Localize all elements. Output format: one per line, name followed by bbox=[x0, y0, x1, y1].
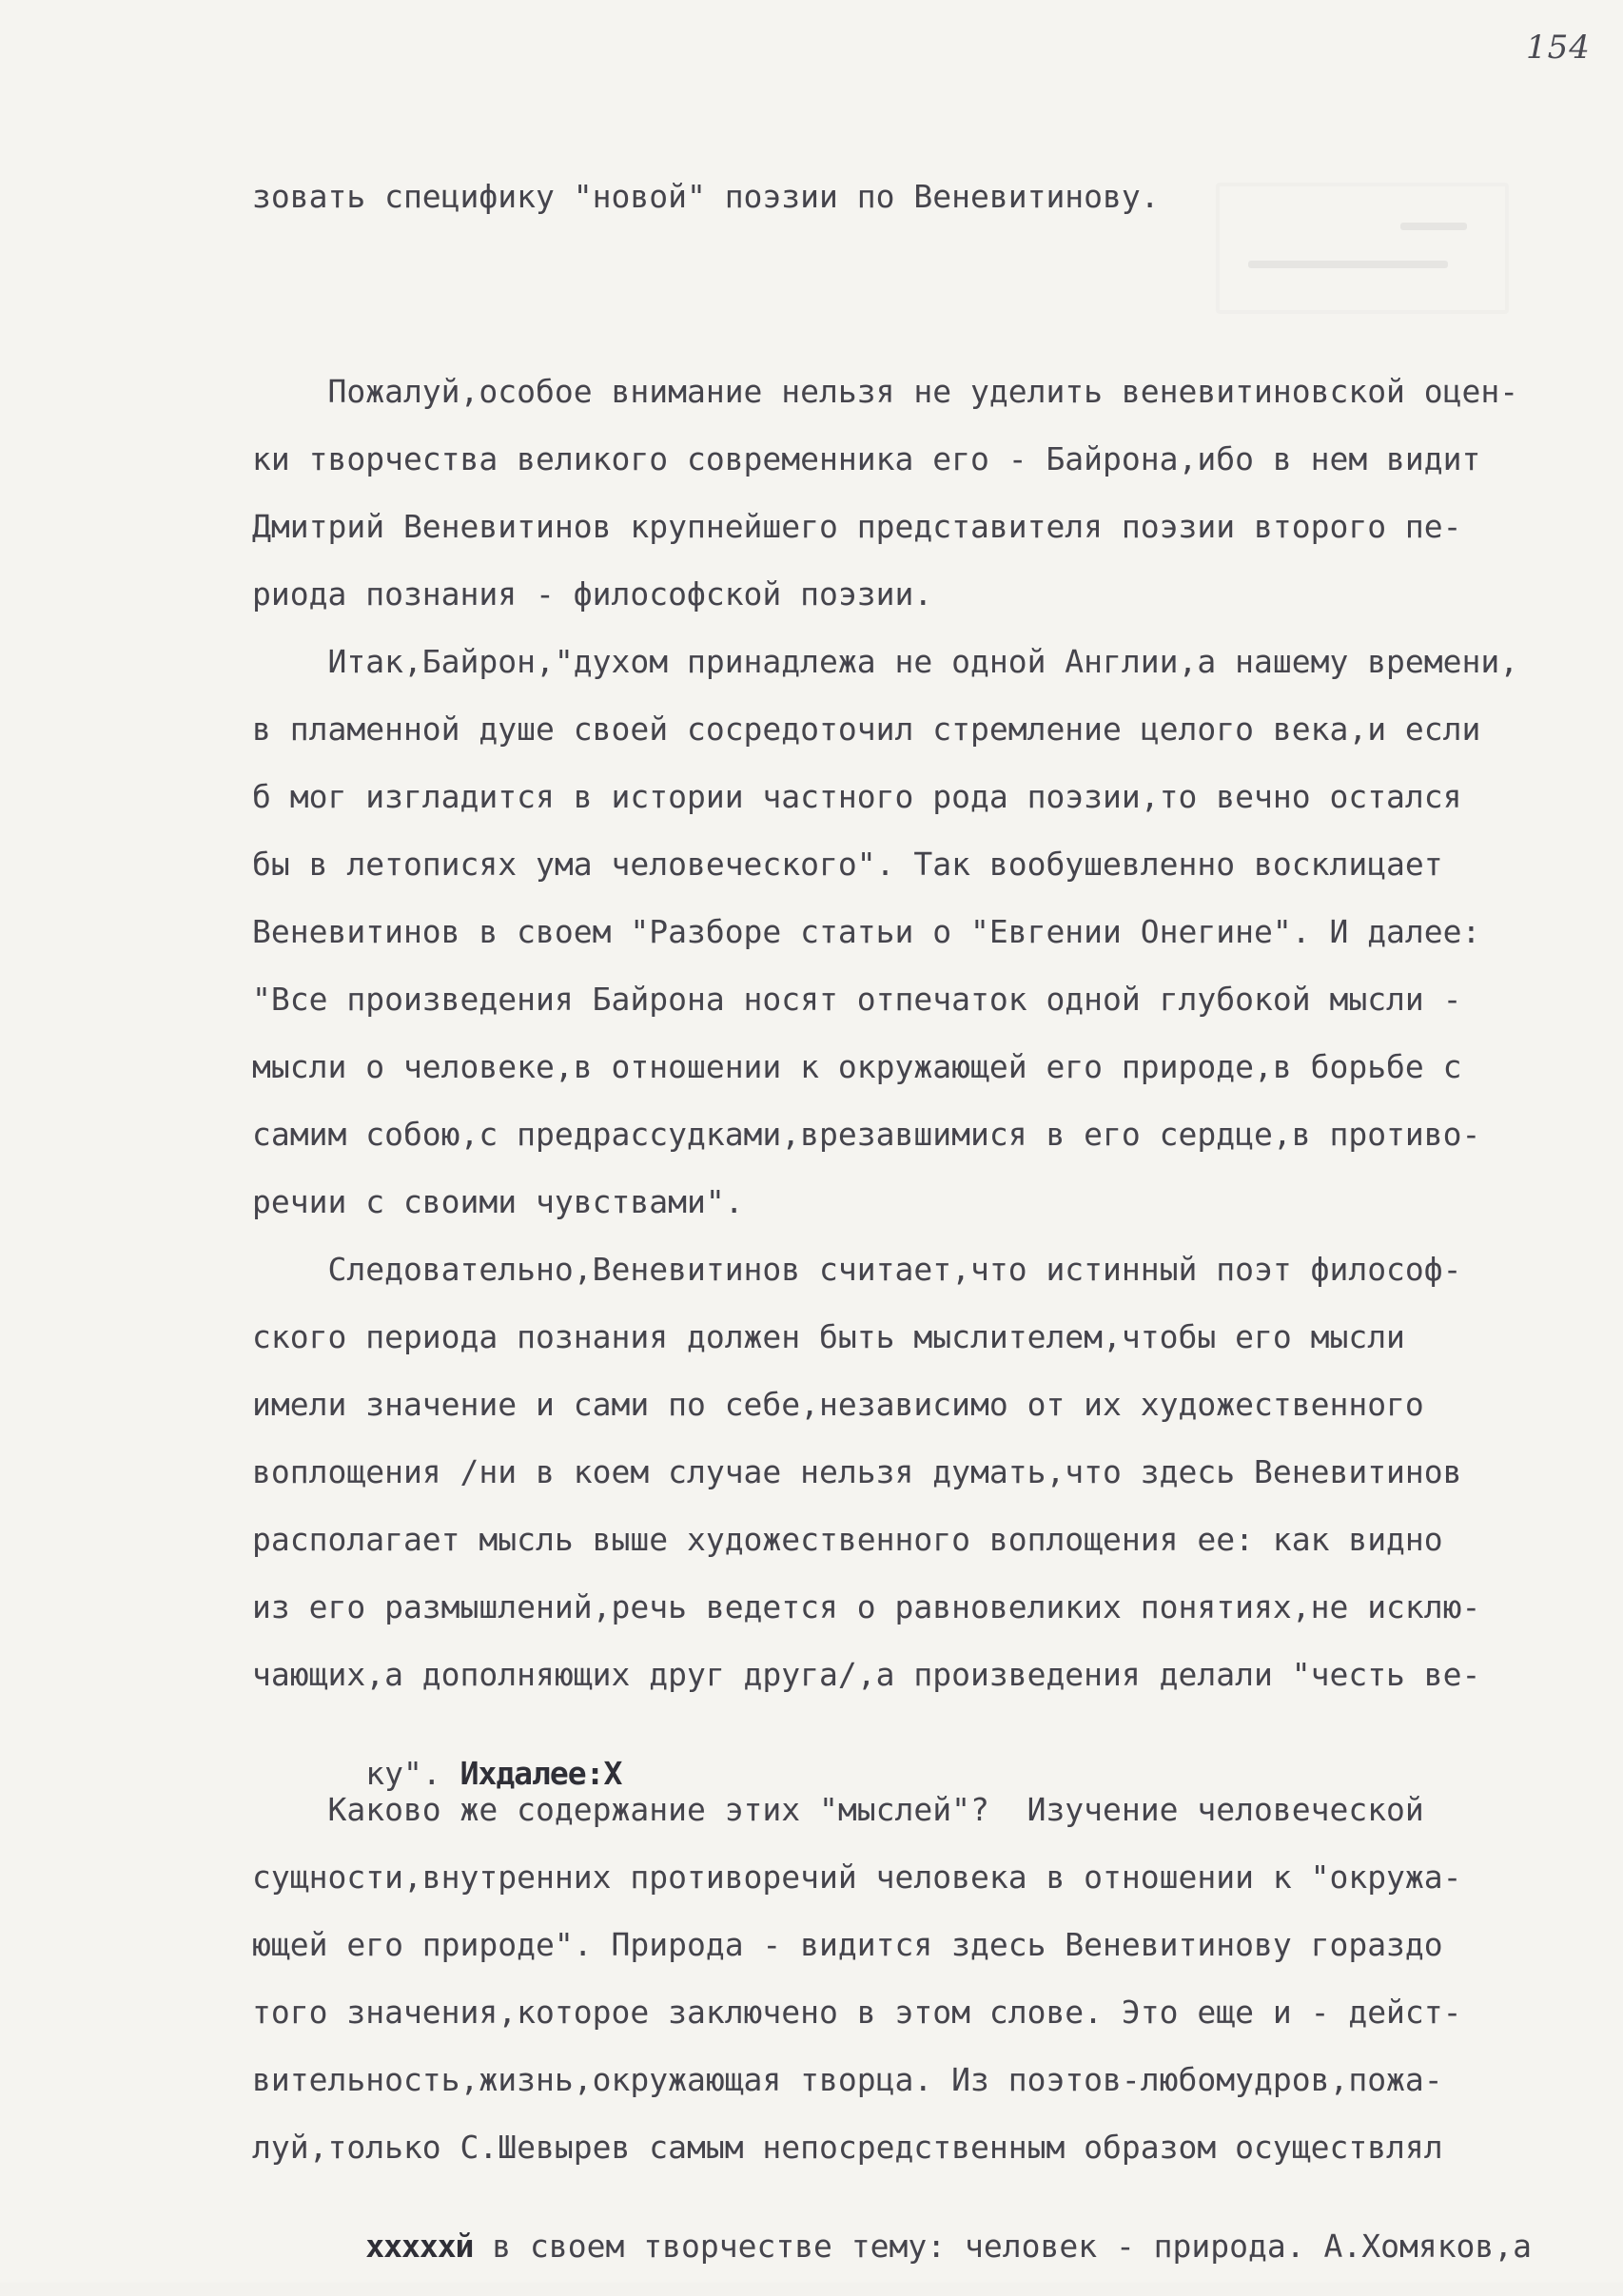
page-number: 154 bbox=[1526, 29, 1591, 67]
text-line-end: в своем творчестве тему: человек - природа. А.Хомяков,а bbox=[473, 2228, 1533, 2265]
text-line: того значения,которое заключено в этом слове. Это еще и - дейст- bbox=[252, 1994, 1462, 2031]
text-line: сущности,внутренних противоречий человека в отношении к "окружа- bbox=[252, 1858, 1462, 1896]
text-line: зовать специфику "новой" поэзии по Веневитинову. bbox=[252, 178, 1160, 215]
text-line: Веневитинов в своем "Разборе статьи о "Евгении Онегине". И далее: bbox=[252, 913, 1481, 950]
text-line bbox=[252, 1726, 622, 1792]
stamp-line bbox=[1248, 261, 1448, 268]
struck-out-text: Ихдалее:Х bbox=[460, 1755, 622, 1792]
text-line bbox=[252, 2199, 1533, 2265]
text-line: располагает мысль выше художественного воплощения ее: как видно bbox=[252, 1521, 1443, 1558]
text-line: имели значение и сами по себе,независимо от их художественного bbox=[252, 1386, 1424, 1423]
text-line: воплощения /ни в коем случае нельзя думать,что здесь Веневитинов bbox=[252, 1453, 1462, 1490]
text-line: ского периода познания должен быть мыслителем,чтобы его мысли bbox=[252, 1318, 1405, 1355]
archive-stamp bbox=[1216, 183, 1509, 314]
text-line: ки творчества великого современника его - Байрона,ибо в нем видит bbox=[252, 440, 1481, 477]
text-line: мысли о человеке,в отношении к окружающей его природе,в борьбе с bbox=[252, 1048, 1462, 1085]
text-line: речии с своими чувствами". bbox=[252, 1183, 744, 1220]
text-line: б мог изгладится в истории частного рода поэзии,то вечно остался bbox=[252, 778, 1462, 815]
struck-out-text: хххххй bbox=[365, 2228, 474, 2265]
text-line: "Все произведения Байрона носят отпечаток одной глубокой мысли - bbox=[252, 981, 1462, 1018]
text-line: Итак,Байрон,"духом принадлежа не одной Англии,а нашему времени, bbox=[252, 643, 1519, 680]
stamp-line bbox=[1400, 223, 1467, 230]
text-line: Дмитрий Веневитинов крупнейшего представителя поэзии второго пе- bbox=[252, 508, 1462, 545]
text-line: из его размышлений,речь ведется о равновеликих понятиях,не исклю- bbox=[252, 1588, 1481, 1625]
text-line-start: ку". bbox=[365, 1755, 441, 1792]
text-line: вительность,жизнь,окружающая творца. Из поэтов-любомудров,пожа- bbox=[252, 2061, 1443, 2098]
text-line: Следовательно,Веневитинов считает,что истинный поэт философ- bbox=[252, 1251, 1462, 1288]
text-line: в пламенной душе своей сосредоточил стремление целого века,и если bbox=[252, 710, 1481, 748]
text-line: бы в летописях ума человеческого". Так вообушевленно восклицает bbox=[252, 846, 1443, 883]
text-line: самим собою,с предрассудками,врезавшимися в его сердце,в противо- bbox=[252, 1116, 1481, 1153]
text-line: ющей его природе". Природа - видится здесь Веневитинову гораздо bbox=[252, 1926, 1443, 1963]
text-line: риода познания - философской поэзии. bbox=[252, 575, 933, 613]
text-line: чающих,а дополняющих друг друга/,а произведения делали "честь ве- bbox=[252, 1656, 1481, 1693]
text-line: Пожалуй,особое внимание нельзя не уделить веневитиновской оцен- bbox=[252, 373, 1519, 410]
text-line: луй,только С.Шевырев самым непосредственным образом осуществлял bbox=[252, 2129, 1443, 2166]
text-line: Каково же содержание этих "мыслей"? Изучение человеческой bbox=[252, 1791, 1424, 1828]
